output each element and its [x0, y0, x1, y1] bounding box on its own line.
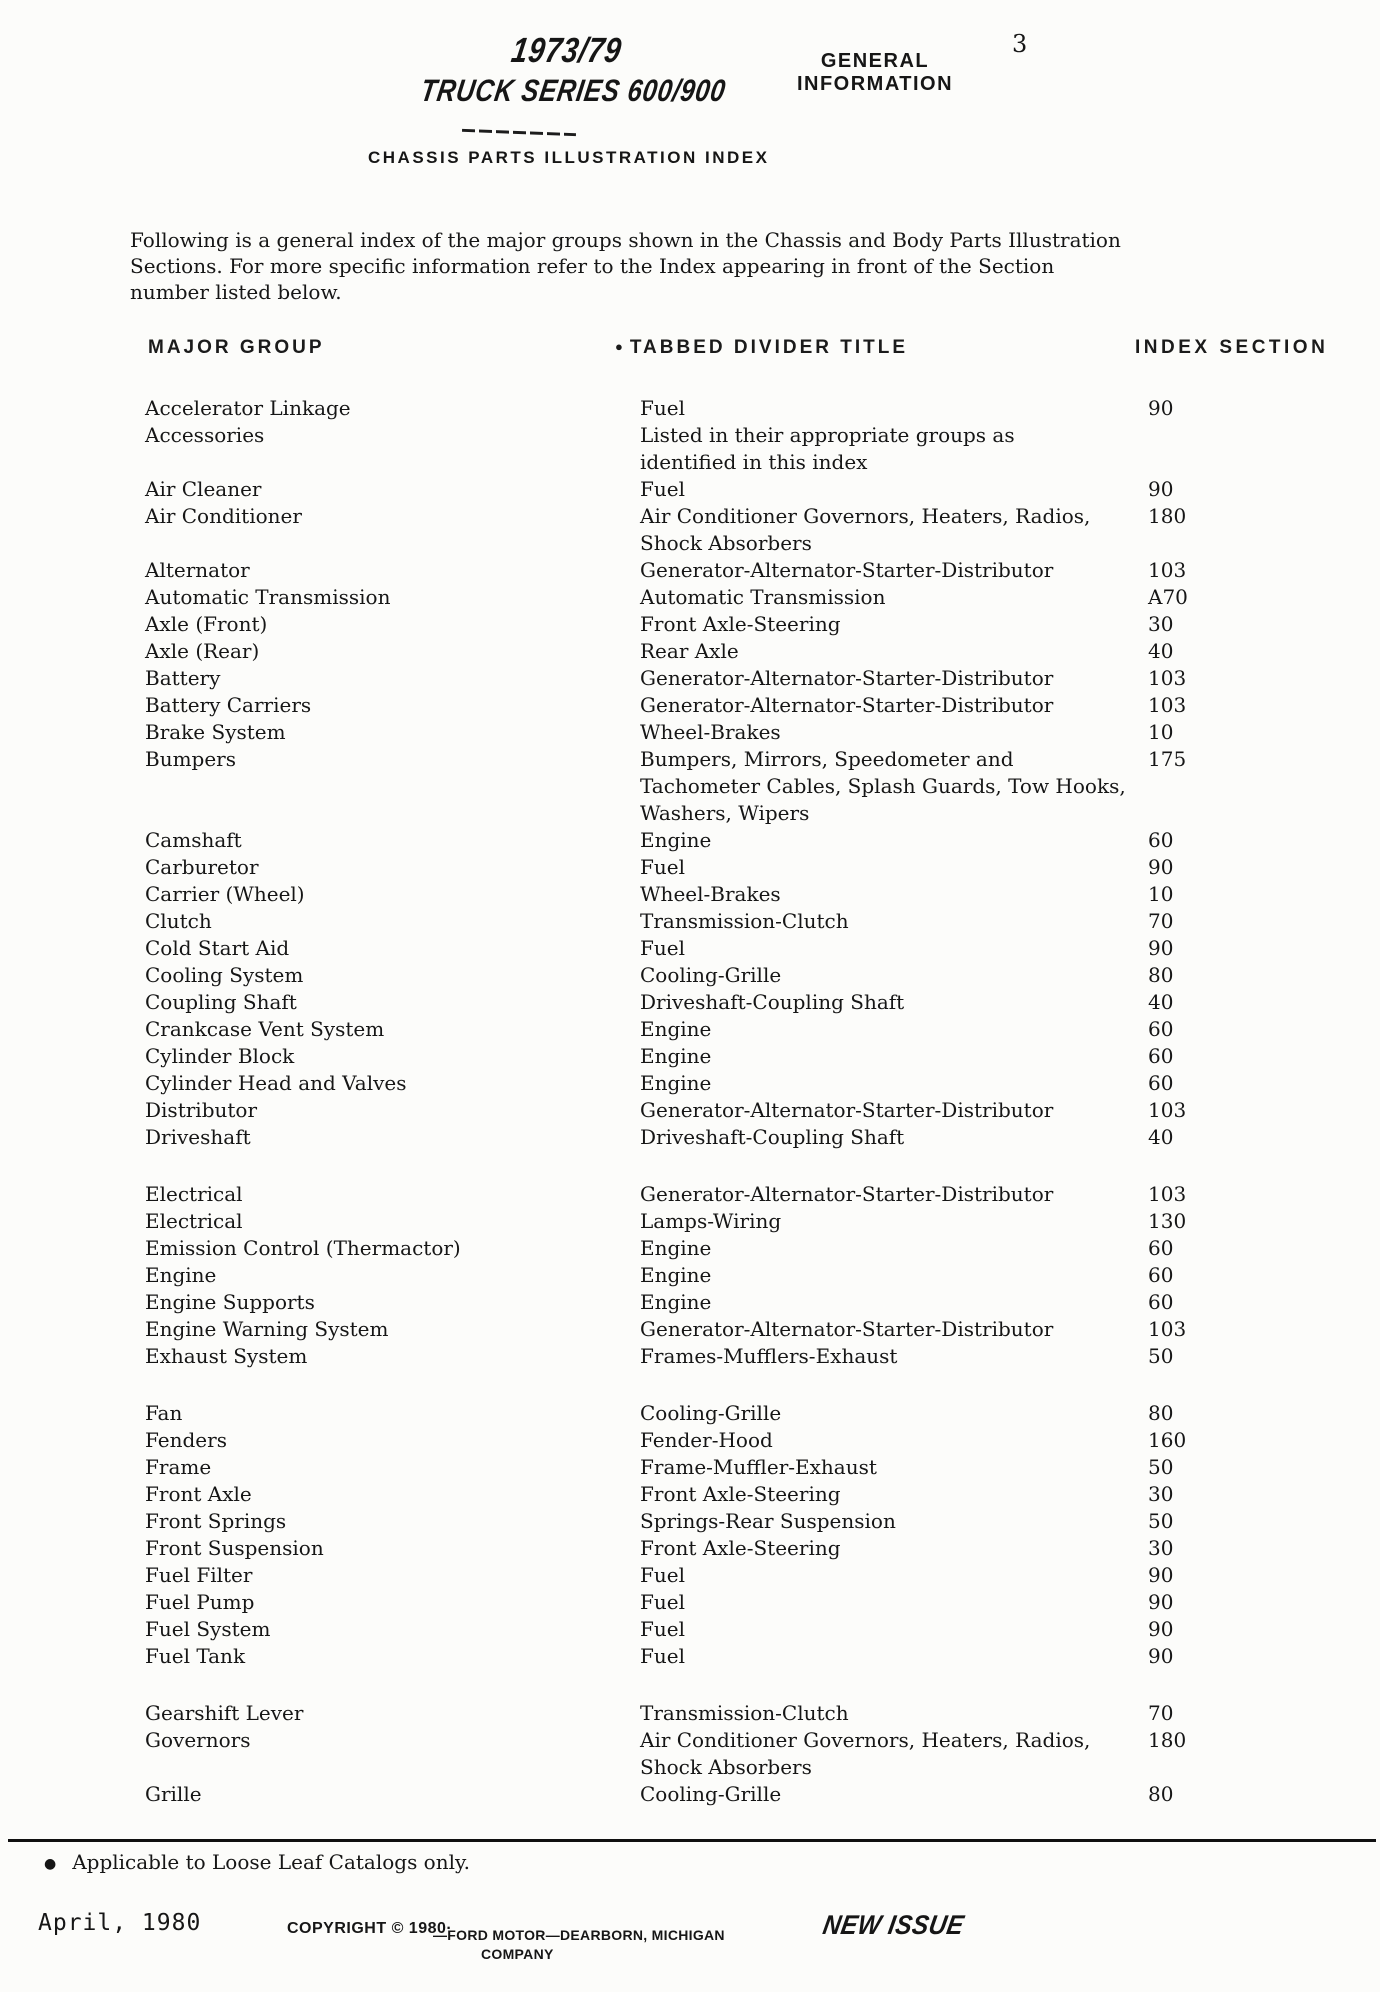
footnote-bullet-icon: ●: [44, 1856, 57, 1872]
index-section-cell: 40: [1148, 1125, 1174, 1149]
divider-title-cell: [640, 557, 1053, 584]
table-row: [0, 908, 1380, 935]
intro-paragraph: Following is a general index of the major groups shown in the Chassis and Body Parts Illustration Sections. For more specific information refer to the Index appearing in front of the Section number listed below.: [130, 228, 1121, 304]
index-section-cell: 60: [1148, 1044, 1174, 1068]
table-row: [0, 1616, 1380, 1643]
table-section: [0, 395, 1380, 1151]
divider-title-line: Generator-Alternator-Starter-Distributor: [640, 1098, 1054, 1122]
major-group-cell: Fuel Pump: [145, 1590, 255, 1614]
divider-title-cell: [640, 611, 841, 638]
table-row: [0, 1700, 1380, 1727]
divider-title-line: Generator-Alternator-Starter-Distributor: [640, 1317, 1054, 1341]
major-group-cell: Electrical: [145, 1209, 243, 1233]
major-group-cell: Accessories: [145, 423, 265, 447]
major-group-cell: Fuel Tank: [145, 1644, 246, 1668]
index-section-cell: 180: [1148, 504, 1187, 528]
column-header-major-group: MAJOR GROUP: [148, 337, 325, 358]
divider-title-line: Tachometer Cables, Splash Guards, Tow Hooks,: [640, 774, 1126, 798]
table-row: [0, 1427, 1380, 1454]
index-section-cell: 103: [1148, 666, 1187, 690]
major-group-cell: Air Cleaner: [145, 477, 262, 501]
index-section-cell: 60: [1148, 828, 1174, 852]
divider-title-line: Frames-Mufflers-Exhaust: [640, 1344, 898, 1368]
divider-title-line: Cooling-Grille: [640, 1782, 782, 1806]
table-row: [0, 962, 1380, 989]
table-row: [0, 1781, 1380, 1808]
table-row: [0, 854, 1380, 881]
footnote-text: Applicable to Loose Leaf Catalogs only.: [72, 1850, 471, 1874]
index-section-cell: 90: [1148, 1617, 1174, 1641]
major-group-cell: Camshaft: [145, 828, 242, 852]
section-label-line1: GENERAL: [820, 50, 930, 72]
divider-title-line: Fuel: [640, 477, 685, 501]
divider-title-cell: [640, 1208, 781, 1235]
index-table: [0, 395, 1380, 1838]
divider-title-cell: [640, 1181, 1053, 1208]
table-row: [0, 1289, 1380, 1316]
index-section-cell: 103: [1148, 1098, 1187, 1122]
divider-title-line: Washers, Wipers: [640, 801, 810, 825]
index-section-cell: 10: [1148, 882, 1174, 906]
divider-title-line: Engine: [640, 828, 712, 852]
table-row: [0, 1454, 1380, 1481]
index-section-cell: 80: [1148, 1401, 1174, 1425]
divider-title-cell: [640, 1643, 685, 1670]
table-row: [0, 1400, 1380, 1427]
divider-title-cell: [640, 908, 849, 935]
divider-title-line: Engine: [640, 1044, 712, 1068]
major-group-cell: Grille: [145, 1782, 202, 1806]
table-row: [0, 422, 1380, 476]
table-row: [0, 1481, 1380, 1508]
index-section-cell: 50: [1148, 1509, 1174, 1533]
index-section-cell: 90: [1148, 477, 1174, 501]
column-header-label: TABBED DIVIDER TITLE: [629, 337, 909, 358]
major-group-cell: Air Conditioner: [145, 504, 302, 528]
divider-title-cell: [640, 638, 739, 665]
table-row: [0, 1343, 1380, 1370]
page-number: 3: [1012, 30, 1028, 58]
index-section-cell: 10: [1148, 720, 1174, 744]
divider-title-line: Engine: [640, 1017, 712, 1041]
footer-company-line2: COMPANY: [481, 1946, 554, 1962]
new-issue-stamp: NEW ISSUE: [820, 1910, 967, 1940]
major-group-cell: Fenders: [145, 1428, 227, 1452]
major-group-cell: Fan: [145, 1401, 183, 1425]
divider-title-cell: [640, 1562, 685, 1589]
section-label: [790, 50, 960, 96]
divider-title-line: Automatic Transmission: [640, 585, 886, 609]
series-title-name: TRUCK SERIES 600/900: [418, 73, 729, 108]
divider-title-line: Cooling-Grille: [640, 1401, 782, 1425]
major-group-cell: Electrical: [145, 1182, 243, 1206]
divider-title-line: Fuel: [640, 396, 685, 420]
table-row: [0, 1070, 1380, 1097]
divider-title-line: Engine: [640, 1071, 712, 1095]
index-section-cell: 103: [1148, 558, 1187, 582]
divider-title-cell: [640, 746, 1126, 827]
divider-title-cell: [640, 1016, 711, 1043]
table-row: [0, 1235, 1380, 1262]
major-group-cell: Distributor: [145, 1098, 258, 1122]
table-row: [0, 1508, 1380, 1535]
major-group-cell: Gearshift Lever: [145, 1701, 304, 1725]
divider-title-line: Generator-Alternator-Starter-Distributor: [640, 693, 1054, 717]
index-section-cell: 60: [1148, 1017, 1174, 1041]
major-group-cell: Bumpers: [145, 747, 237, 771]
table-row: [0, 638, 1380, 665]
index-section-cell: 60: [1148, 1263, 1174, 1287]
divider-title-cell: [640, 1097, 1053, 1124]
divider-title-line: Springs-Rear Suspension: [640, 1509, 896, 1533]
divider-title-line: Driveshaft-Coupling Shaft: [640, 1125, 905, 1149]
series-title-year: 1973/79: [508, 31, 625, 70]
divider-title-line: Transmission-Clutch: [640, 1701, 849, 1725]
major-group-cell: Engine Warning System: [145, 1317, 389, 1341]
divider-title-cell: [640, 854, 685, 881]
table-row: [0, 989, 1380, 1016]
divider-title-line: Front Axle-Steering: [640, 1536, 841, 1560]
major-group-cell: Carrier (Wheel): [145, 882, 305, 906]
table-row: [0, 1535, 1380, 1562]
major-group-cell: Frame: [145, 1455, 212, 1479]
major-group-cell: Front Axle: [145, 1482, 252, 1506]
major-group-cell: Governors: [145, 1728, 251, 1752]
table-row: [0, 827, 1380, 854]
major-group-cell: Coupling Shaft: [145, 990, 297, 1014]
index-section-cell: 130: [1148, 1209, 1187, 1233]
divider-title-line: Transmission-Clutch: [640, 909, 849, 933]
divider-title-line: Engine: [640, 1290, 712, 1314]
table-row: [0, 1262, 1380, 1289]
major-group-cell: Crankcase Vent System: [145, 1017, 385, 1041]
divider-title-cell: [640, 395, 685, 422]
divider-title-line: Generator-Alternator-Starter-Distributor: [640, 1182, 1054, 1206]
major-group-cell: Cold Start Aid: [145, 936, 290, 960]
divider-title-line: Generator-Alternator-Starter-Distributor: [640, 666, 1054, 690]
divider-title-line: Fuel: [640, 936, 685, 960]
divider-title-line: Cooling-Grille: [640, 963, 782, 987]
divider-title-line: Fuel: [640, 855, 685, 879]
index-section-cell: 103: [1148, 693, 1187, 717]
index-section-cell: 180: [1148, 1728, 1187, 1752]
column-header-tabbed-divider-title: [615, 337, 908, 359]
divider-title-cell: [640, 584, 885, 611]
divider-title-line: identified in this index: [640, 450, 868, 474]
title-underline: [462, 129, 576, 136]
divider-title-cell: [640, 1235, 711, 1262]
index-section-cell: 175: [1148, 747, 1187, 771]
index-section-cell: 90: [1148, 855, 1174, 879]
divider-title-line: Lamps-Wiring: [640, 1209, 782, 1233]
major-group-cell: Driveshaft: [145, 1125, 251, 1149]
table-row: [0, 1043, 1380, 1070]
table-row: [0, 1208, 1380, 1235]
major-group-cell: Front Suspension: [145, 1536, 324, 1560]
index-section-cell: 90: [1148, 1563, 1174, 1587]
major-group-cell: Front Springs: [145, 1509, 287, 1533]
divider-title-cell: [640, 692, 1053, 719]
divider-title-cell: [640, 1427, 773, 1454]
table-row: [0, 746, 1380, 827]
divider-title-cell: [640, 665, 1053, 692]
table-row: [0, 611, 1380, 638]
index-section-cell: 90: [1148, 396, 1174, 420]
table-row: [0, 692, 1380, 719]
index-section-cell: 90: [1148, 936, 1174, 960]
divider-title-line: Engine: [640, 1263, 712, 1287]
divider-title-cell: [640, 1535, 841, 1562]
divider-title-line: Fuel: [640, 1644, 685, 1668]
divider-title-line: Shock Absorbers: [640, 531, 812, 555]
index-section-cell: 30: [1148, 1482, 1174, 1506]
divider-title-cell: [640, 1400, 781, 1427]
table-row: [0, 584, 1380, 611]
index-section-cell: A70: [1148, 585, 1188, 609]
divider-title-cell: [640, 719, 781, 746]
footer-date: April, 1980: [38, 1910, 202, 1936]
divider-title-line: Driveshaft-Coupling Shaft: [640, 990, 905, 1014]
table-row: [0, 395, 1380, 422]
major-group-cell: Fuel System: [145, 1617, 271, 1641]
divider-title-cell: [640, 1454, 877, 1481]
divider-title-line: Fuel: [640, 1563, 685, 1587]
index-section-cell: 40: [1148, 639, 1174, 663]
divider-title-cell: [640, 1481, 841, 1508]
index-section-cell: 30: [1148, 1536, 1174, 1560]
index-section-cell: 103: [1148, 1182, 1187, 1206]
index-section-cell: 50: [1148, 1455, 1174, 1479]
table-row: [0, 1181, 1380, 1208]
footer-company-line1: —FORD MOTOR—DEARBORN, MICHIGAN: [433, 1927, 725, 1943]
divider-title-line: Wheel-Brakes: [640, 720, 781, 744]
major-group-cell: Axle (Rear): [145, 639, 260, 663]
index-section-cell: 40: [1148, 990, 1174, 1014]
divider-title-line: Shock Absorbers: [640, 1755, 812, 1779]
divider-title-line: Wheel-Brakes: [640, 882, 781, 906]
index-section-cell: 80: [1148, 1782, 1174, 1806]
divider-title-cell: [640, 476, 685, 503]
major-group-cell: Engine: [145, 1263, 217, 1287]
table-row: [0, 719, 1380, 746]
table-row: [0, 1643, 1380, 1670]
table-row: [0, 1727, 1380, 1781]
divider-title-cell: [640, 1508, 896, 1535]
table-row: [0, 935, 1380, 962]
divider-title-line: Fender-Hood: [640, 1428, 773, 1452]
table-section: [0, 1181, 1380, 1370]
table-row: [0, 665, 1380, 692]
table-row: [0, 1016, 1380, 1043]
table-row: [0, 1316, 1380, 1343]
index-section-cell: 50: [1148, 1344, 1174, 1368]
column-header-index-section: INDEX SECTION: [1135, 337, 1329, 358]
major-group-cell: Cylinder Head and Valves: [145, 1071, 407, 1095]
footer-copyright: COPYRIGHT © 1980·: [287, 1920, 453, 1937]
table-row: [0, 476, 1380, 503]
divider-title-line: Listed in their appropriate groups as: [640, 423, 1015, 447]
major-group-cell: Engine Supports: [145, 1290, 315, 1314]
major-group-cell: Alternator: [145, 558, 250, 582]
index-section-cell: 103: [1148, 1317, 1187, 1341]
major-group-cell: Emission Control (Thermactor): [145, 1236, 461, 1260]
divider-title-cell: [640, 422, 1015, 476]
major-group-cell: Brake System: [145, 720, 286, 744]
divider-title-cell: [640, 1043, 711, 1070]
table-row: [0, 1097, 1380, 1124]
major-group-cell: Automatic Transmission: [145, 585, 391, 609]
divider-title-cell: [640, 1589, 685, 1616]
table-section: [0, 1400, 1380, 1670]
divider-title-line: Air Conditioner Governors, Heaters, Radios,: [640, 504, 1091, 528]
major-group-cell: Cylinder Block: [145, 1044, 295, 1068]
index-section-cell: 60: [1148, 1236, 1174, 1260]
divider-title-cell: [640, 503, 1090, 557]
divider-title-line: Frame-Muffler-Exhaust: [640, 1455, 877, 1479]
divider-title-cell: [640, 989, 904, 1016]
index-section-cell: 60: [1148, 1071, 1174, 1095]
divider-title-line: Fuel: [640, 1617, 685, 1641]
divider-title-cell: [640, 1124, 904, 1151]
section-label-line2: INFORMATION: [796, 73, 954, 95]
table-row: [0, 1562, 1380, 1589]
footnote-rule: [8, 1839, 1376, 1842]
major-group-cell: Axle (Front): [145, 612, 268, 636]
major-group-cell: Fuel Filter: [145, 1563, 253, 1587]
table-row: [0, 503, 1380, 557]
table-row: [0, 557, 1380, 584]
table-section: [0, 1700, 1380, 1808]
index-section-cell: 70: [1148, 1701, 1174, 1725]
page-title: CHASSIS PARTS ILLUSTRATION INDEX: [368, 148, 770, 167]
tab-bullet-icon: ●: [615, 339, 623, 354]
footnote: [44, 1849, 470, 1878]
table-row: [0, 1589, 1380, 1616]
index-section-cell: 60: [1148, 1290, 1174, 1314]
major-group-cell: Cooling System: [145, 963, 304, 987]
divider-title-cell: [640, 1727, 1090, 1781]
series-title: [418, 30, 729, 110]
index-section-cell: 90: [1148, 1590, 1174, 1614]
divider-title-line: Generator-Alternator-Starter-Distributor: [640, 558, 1054, 582]
divider-title-line: Front Axle-Steering: [640, 1482, 841, 1506]
table-row: [0, 881, 1380, 908]
divider-title-cell: [640, 1070, 711, 1097]
major-group-cell: Battery Carriers: [145, 693, 312, 717]
major-group-cell: Clutch: [145, 909, 212, 933]
divider-title-cell: [640, 962, 781, 989]
divider-title-line: Fuel: [640, 1590, 685, 1614]
major-group-cell: Carburetor: [145, 855, 259, 879]
footer-company: [433, 1926, 725, 1964]
divider-title-line: Rear Axle: [640, 639, 739, 663]
divider-title-cell: [640, 1343, 897, 1370]
divider-title-cell: [640, 1700, 849, 1727]
divider-title-cell: [640, 1616, 685, 1643]
divider-title-line: Engine: [640, 1236, 712, 1260]
divider-title-cell: [640, 881, 781, 908]
divider-title-cell: [640, 1289, 711, 1316]
index-section-cell: 80: [1148, 963, 1174, 987]
index-section-cell: 160: [1148, 1428, 1187, 1452]
major-group-cell: Exhaust System: [145, 1344, 308, 1368]
divider-title-line: Bumpers, Mirrors, Speedometer and: [640, 747, 1014, 771]
major-group-cell: Accelerator Linkage: [145, 396, 351, 420]
divider-title-line: Air Conditioner Governors, Heaters, Radios,: [640, 1728, 1091, 1752]
index-section-cell: 90: [1148, 1644, 1174, 1668]
table-row: [0, 1124, 1380, 1151]
divider-title-cell: [640, 1262, 711, 1289]
index-section-cell: 30: [1148, 612, 1174, 636]
major-group-cell: Battery: [145, 666, 221, 690]
index-section-cell: 70: [1148, 909, 1174, 933]
divider-title-cell: [640, 935, 685, 962]
divider-title-cell: [640, 1781, 781, 1808]
divider-title-cell: [640, 827, 711, 854]
divider-title-cell: [640, 1316, 1053, 1343]
divider-title-line: Front Axle-Steering: [640, 612, 841, 636]
